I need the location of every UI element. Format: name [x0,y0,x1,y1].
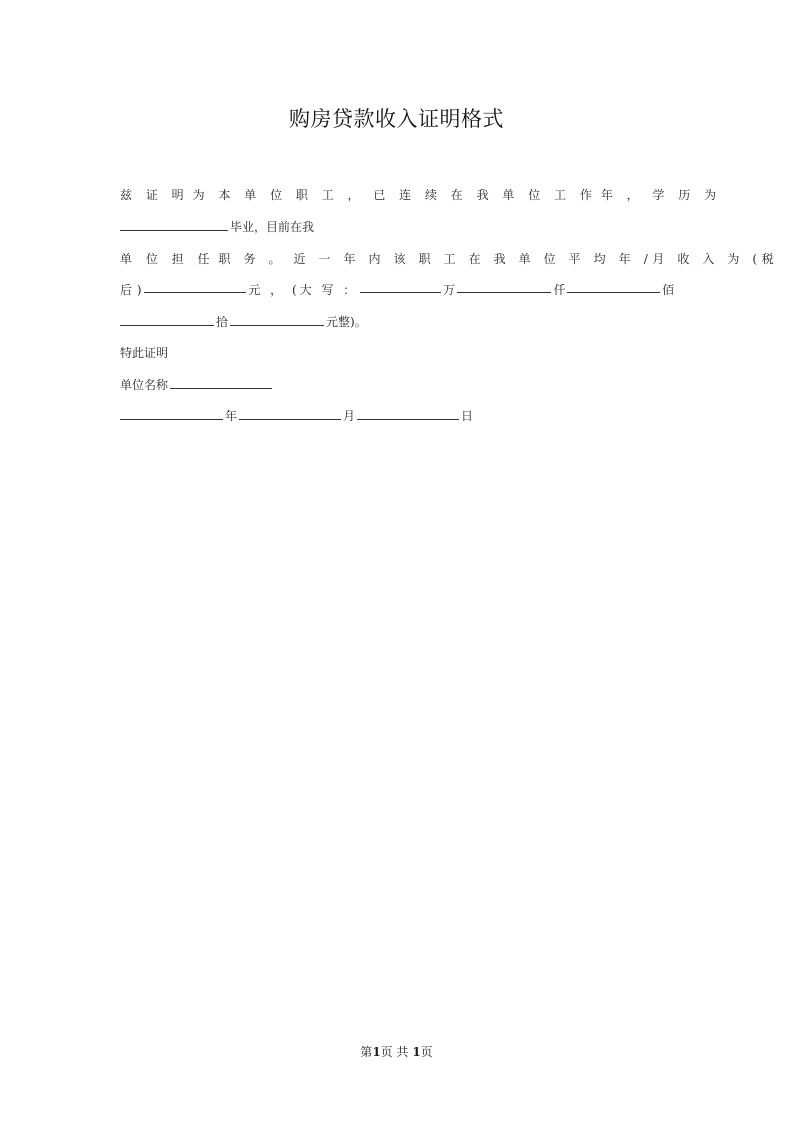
blank-amount[interactable] [144,281,246,293]
text-education: 年 ， 学 历 为 [600,188,722,202]
blank-month[interactable] [239,408,341,420]
text-wan: 万 [442,283,455,297]
text-bai: 佰 [661,283,674,297]
blank-bai[interactable] [567,281,660,293]
current-page-number: 1 [372,1045,381,1059]
blank-qian[interactable] [457,281,551,293]
paragraph-line-1 [120,186,722,203]
text-employee: 为 本 单 位 职 工 ， 已 连 续 在 我 单 位 工 作 [192,188,597,202]
paragraph-line-2 [120,218,314,235]
footer-middle: 页 共 [380,1045,413,1059]
blank-yuan[interactable] [230,314,324,326]
blank-wan[interactable] [360,281,441,293]
text-year: 年 [225,409,238,423]
blank-unit-name[interactable] [170,377,272,389]
total-page-number: 1 [412,1045,421,1059]
text-graduate: 毕业，目前在我 [230,220,315,234]
blank-education[interactable] [120,219,228,231]
document-title: 购房贷款收入证明格式 [289,107,504,131]
footer-suffix: 页 [420,1045,433,1059]
blank-shi[interactable] [120,314,214,326]
closing-text: 特此证明 [120,346,169,360]
unit-name-label: 单位名称 [120,378,169,392]
paragraph-line-4 [120,281,674,298]
page-footer [0,1043,793,1060]
text-qian: 仟 [553,283,566,297]
text-shi: 拾 [216,315,229,329]
text-certify: 兹 证 明 [120,188,189,202]
blank-day[interactable] [357,408,459,420]
text-yuan-whole: 元整)。 [326,315,367,329]
blank-year[interactable] [120,408,223,420]
text-income: 职 务 。 近 一 年 内 该 职 工 在 我 单 位 平 均 年 /月 收 入 为 (税 [218,252,779,266]
unit-name-line [120,376,274,393]
text-day: 日 [461,409,474,423]
text-position-prefix: 单 位 担 任 [120,252,215,266]
text-after-tax: 后 ) [120,283,142,297]
text-capital: 元 ， (大 写 ： [248,283,359,297]
text-month: 月 [343,409,356,423]
paragraph-line-3 [120,250,779,267]
paragraph-line-5 [120,313,367,330]
footer-prefix: 第 [360,1045,373,1059]
date-line [120,407,473,424]
